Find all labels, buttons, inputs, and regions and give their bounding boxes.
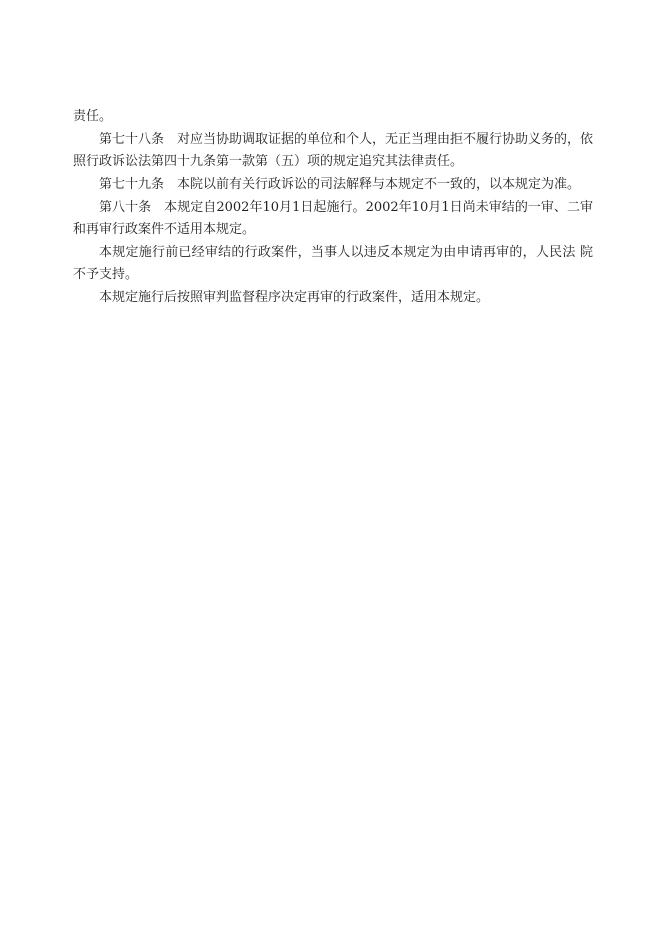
document-body xyxy=(73,106,593,310)
paragraph-article-78: 第七十八条 对应当协助调取证据的单位和个人，无正当理由拒不履行协助义务的，依照行政诉讼法第四十九条第一款第（五）项的规定追究其法律责任。 xyxy=(73,132,594,169)
paragraph-prior-cases: 本规定施行前已经审结的行政案件，当事人以违反本规定为由申请再审的，人民法 院不予支持。 xyxy=(73,245,593,282)
paragraph-continuation: 责任。 xyxy=(73,109,113,124)
paragraph-article-80: 第八十条 本规定自2002年10月1日起施行。2002年10月1日尚未审结的一审、二审 和再审行政案件不适用本规定。 xyxy=(73,200,593,237)
paragraph-article-79: 第七十九条 本院以前有关行政诉讼的司法解释与本规定不一致的，以本规定为准。 xyxy=(99,177,581,192)
paragraph-retrial-cases: 本规定施行后按照审判监督程序决定再审的行政案件，适用本规定。 xyxy=(99,290,490,305)
